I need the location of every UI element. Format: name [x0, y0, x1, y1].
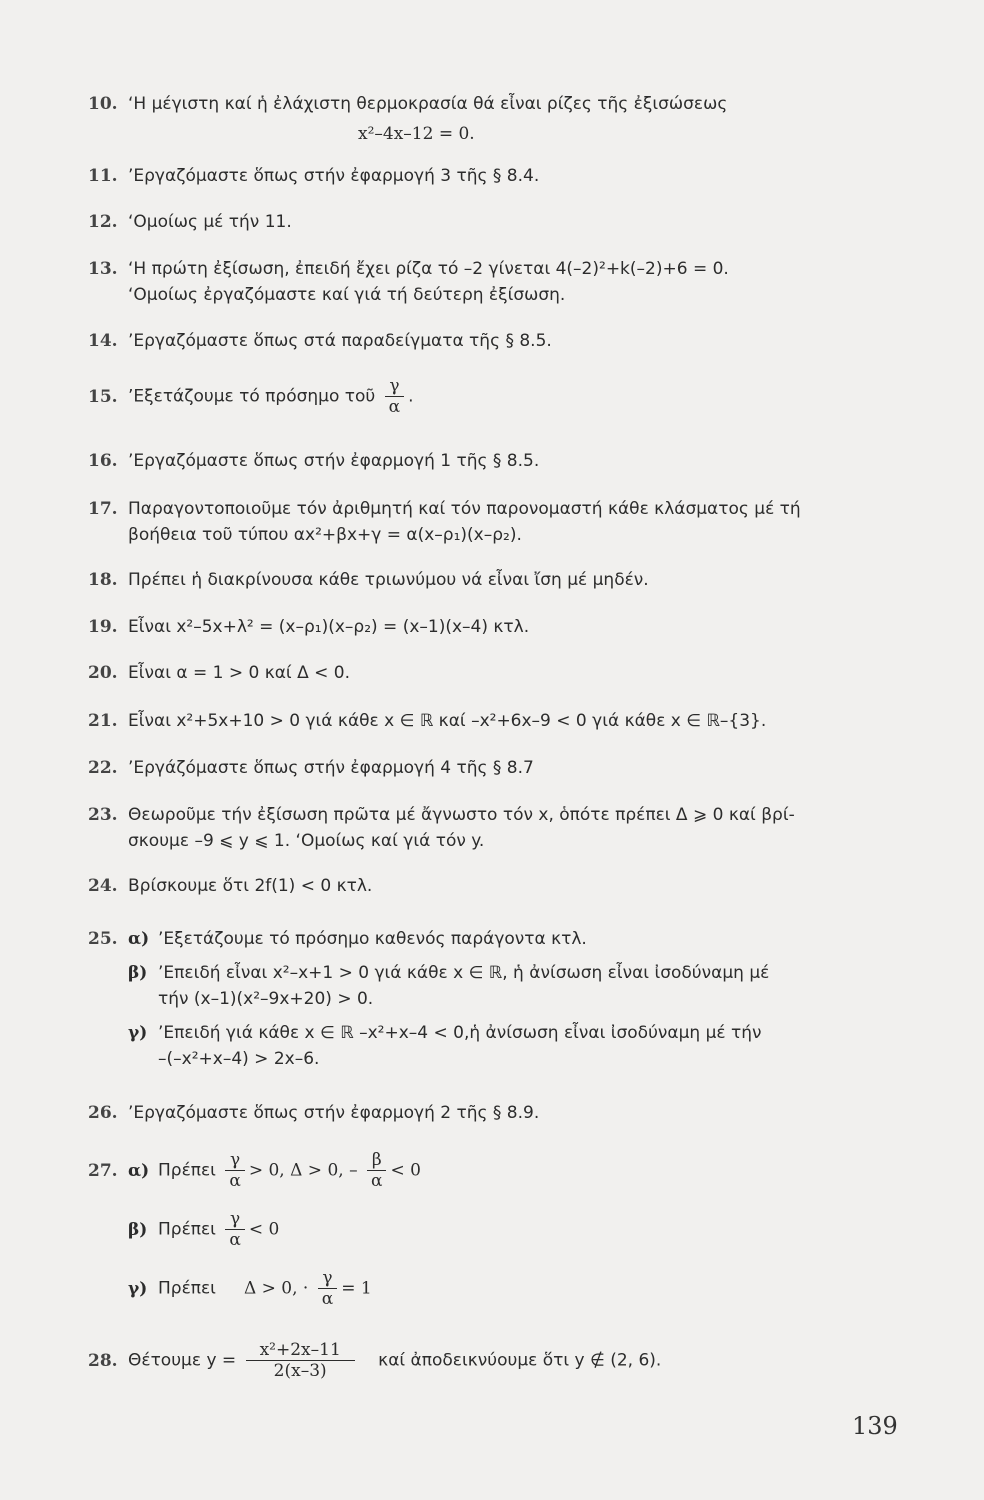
exercise-16: 16. ’Εργαζόμαστε ὅπως στήν ἐφαρμογή 1 τῆς § 8.5. — [88, 451, 540, 471]
exercise-23: 23. Θεωροῦμε τήν ἐξίσωση πρῶτα μέ ἄγνωστο τόν x, ὁπότε πρέπει Δ ⩾ 0 καί βρί- σκουμε –9 ⩽ y ⩽ 1. ‘Ομοίως καί γιά τόν y. — [88, 805, 795, 851]
part-c: γ) ’Επειδή γιά κάθε x ∈ ℝ –x²+x–4 < 0,ἡ ἀνίσωση εἶναι ἰσοδύναμη μέ τήν — [128, 1023, 762, 1043]
exercise-28: 28. Θέτουμε y = $\frac{\text{x²+2x–11}}{2(x-3)}$ καί ἀποδεικνύουμε ὅτι y ∉ (2, 6). — [88, 1340, 662, 1381]
exercise-15: 15. ’Εξετάζουμε τό πρόσημο τοῦ $\frac{\gamma}{\alpha}$ . — [88, 376, 414, 417]
exercise-26: 26. ’Εργαζόμαστε ὅπως στήν ἐφαρμογή 2 τῆς § 8.9. — [88, 1103, 540, 1123]
exercise-21: 21. Εἶναι x²+5x+10 > 0 γιά κάθε x ∈ ℝ καί –x²+6x–9 < 0 γιά κάθε x ∈ ℝ–{3}. — [88, 711, 767, 731]
fraction: $\frac{\gamma}{\alpha}$ — [225, 1209, 244, 1250]
exercise-19: 19. Εἶναι x²–5x+λ² = (x–ρ₁)(x–ρ₂) = (x–1)(x–4) κτλ. — [88, 617, 530, 637]
exercise-24: 24. Βρίσκουμε ὅτι 2f(1) < 0 κτλ. — [88, 876, 373, 896]
exercise-20: 20. Εἶναι α = 1 > 0 καί Δ < 0. — [88, 663, 350, 683]
exercise-13: 13. ‘Η πρώτη ἐξίσωση, ἐπειδή ἔχει ρίζα τό –2 γίνεται 4(–2)²+k(–2)+6 = 0. ‘Ομοίως ἐργαζόμαστε καί γιά τή δεύτερη ἐξίσωση. — [88, 259, 729, 305]
exercise-10: 10. ‘Η μέγιστη καί ἡ ἐλάχιστη θερμοκρασία θά εἶναι ρίζες τῆς ἐξισώσεως x²–4x–12 = 0. — [88, 92, 908, 146]
exercise-22: 22. ’Εργάζόμαστε ὅπως στήν ἐφαρμογή 4 τῆς § 8.7 — [88, 758, 534, 778]
exercise-18: 18. Πρέπει ἡ διακρίνουσα κάθε τριωνύμου νά εἶναι ἴση μέ μηδέν. — [88, 570, 649, 590]
exercise-17: 17. Παραγοντοποιοῦμε τόν ἀριθμητή καί τόν παρονομαστή κάθε κλάσματος μέ τή βοήθεια τοῦ τύπου αx²+βx+γ = α(x–ρ₁)(x–ρ₂). — [88, 499, 801, 545]
exercise-27: 27. α) Πρέπει $\frac{\gamma}{\alpha}$ > 0, Δ > 0, – $\frac{\beta}{\alpha}$ < 0 β) Πρέπει $\frac{\gamma}{\alpha}$ < 0 γ) Πρέπει Δ > 0, · $\frac{\gamma}{\alpha}$ = 1 — [88, 1150, 908, 1309]
exercise-14: 14. ’Εργαζόμαστε ὅπως στά παραδείγματα τῆς § 8.5. — [88, 331, 552, 351]
fraction: $\frac{\gamma}{\alpha}$ — [385, 376, 404, 417]
fraction: $\frac{\beta}{\alpha}$ — [367, 1150, 386, 1191]
fraction: $\frac{\text{x²+2x–11}}{2(x-3)}$ — [246, 1340, 355, 1381]
page-number: 139 — [852, 1412, 898, 1440]
part-c: γ) Πρέπει Δ > 0, · $\frac{\gamma}{\alpha}$ = 1 — [128, 1268, 372, 1309]
fraction: $\frac{\gamma}{\alpha}$ — [225, 1150, 244, 1191]
equation: x²–4x–12 = 0. — [358, 124, 475, 144]
exercise-12: 12. ‘Ομοίως μέ τήν 11. — [88, 212, 292, 232]
part-b: β) ’Επειδή εἶναι x²–x+1 > 0 γιά κάθε x ∈ ℝ, ἡ ἀνίσωση εἶναι ἰσοδύναμη μέ — [128, 963, 770, 983]
part-b: β) Πρέπει $\frac{\gamma}{\alpha}$ < 0 — [128, 1209, 280, 1250]
exercise-11: 11. ’Εργαζόμαστε ὅπως στήν ἐφαρμογή 3 τῆς § 8.4. — [88, 166, 540, 186]
exercise-25: 25. α) ’Εξετάζουμε τό πρόσημο καθενός παράγοντα κτλ. β) ’Επειδή εἶναι x²–x+1 > 0 γιά κάθε x ∈ ℝ, ἡ ἀνίσωση εἶναι ἰσοδύναμη μέ τήν (x–1)(x²–9x+20) > 0. γ) ’Επειδή γιά κάθε x ∈ ℝ –x²+x–4 < 0,ἡ ἀνίσωση εἶναι ἰσοδύναμη μέ τήν –(–x²+x–4) > 2x–6. — [88, 927, 908, 1071]
fraction: $\frac{\gamma}{\alpha}$ — [318, 1268, 337, 1309]
